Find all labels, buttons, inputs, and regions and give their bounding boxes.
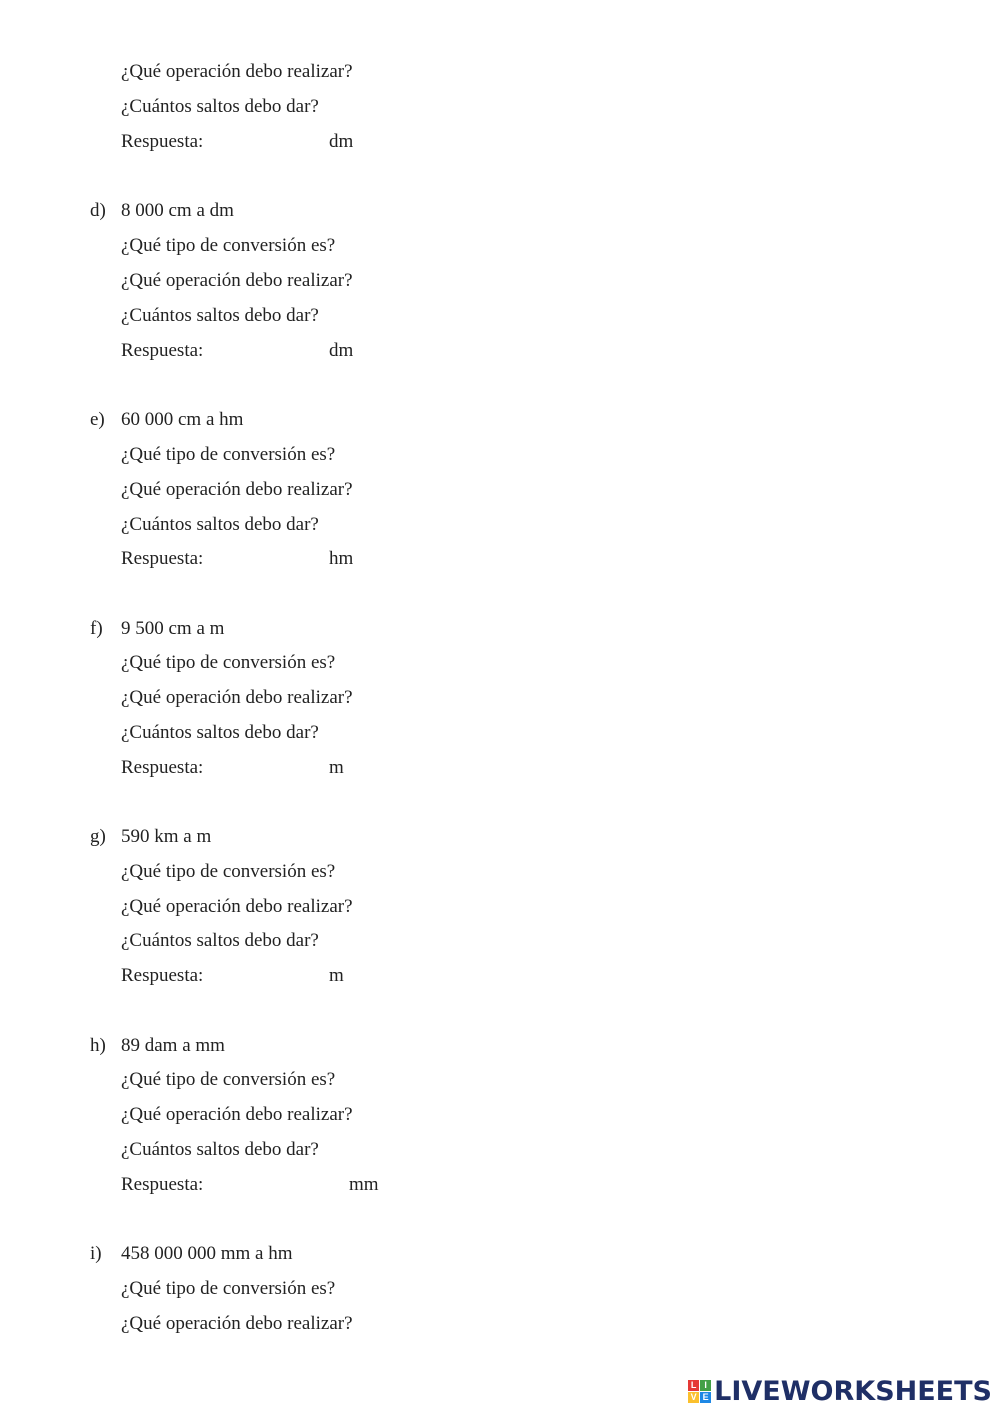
answer-label: Respuesta:	[121, 340, 204, 361]
answer-unit: mm	[349, 1174, 379, 1195]
question-text: ¿Qué operación debo realizar?	[121, 896, 353, 917]
question-text: ¿Qué operación debo realizar?	[121, 1313, 353, 1334]
answer-label: Respuesta:	[121, 965, 204, 986]
answer-label: Respuesta:	[121, 757, 204, 778]
answer-unit: m	[329, 965, 344, 986]
question-text: ¿Qué tipo de conversión es?	[121, 1278, 336, 1299]
item-text: 458 000 000 mm a hm	[121, 1243, 293, 1264]
item-text: 8 000 cm a dm	[121, 200, 234, 221]
item-label: d)	[90, 200, 106, 221]
answer-unit: dm	[329, 340, 354, 361]
logo-letter-e: E	[700, 1392, 711, 1403]
answer-label: Respuesta:	[121, 1174, 204, 1195]
item-text: 9 500 cm a m	[121, 618, 225, 639]
question-text: ¿Qué tipo de conversión es?	[121, 235, 336, 256]
answer-unit: hm	[329, 548, 354, 569]
logo-letter-i: I	[700, 1380, 711, 1391]
question-text: ¿Cuántos saltos debo dar?	[121, 930, 319, 951]
question-text: ¿Cuántos saltos debo dar?	[121, 96, 319, 117]
item-text: 590 km a m	[121, 826, 212, 847]
question-text: ¿Qué operación debo realizar?	[121, 1104, 353, 1125]
logo-letter-l: L	[688, 1380, 699, 1391]
question-text: ¿Qué operación debo realizar?	[121, 479, 353, 500]
item-label: g)	[90, 826, 106, 847]
item-label: e)	[90, 409, 105, 430]
item-label: f)	[90, 618, 103, 639]
item-text: 89 dam a mm	[121, 1035, 225, 1056]
question-text: ¿Qué tipo de conversión es?	[121, 861, 336, 882]
question-text: ¿Qué tipo de conversión es?	[121, 652, 336, 673]
question-text: ¿Qué operación debo realizar?	[121, 270, 353, 291]
question-text: ¿Cuántos saltos debo dar?	[121, 722, 319, 743]
answer-unit: m	[329, 757, 344, 778]
question-text: ¿Cuántos saltos debo dar?	[121, 1139, 319, 1160]
logo-letter-v: V	[688, 1392, 699, 1403]
question-text: ¿Qué operación debo realizar?	[121, 687, 353, 708]
item-text: 60 000 cm a hm	[121, 409, 244, 430]
item-label: i)	[90, 1243, 102, 1264]
logo-text: LIVEWORKSHEETS	[714, 1376, 992, 1407]
item-label: h)	[90, 1035, 106, 1056]
question-text: ¿Qué tipo de conversión es?	[121, 1069, 336, 1090]
question-text: ¿Qué tipo de conversión es?	[121, 444, 336, 465]
question-text: ¿Qué operación debo realizar?	[121, 61, 353, 82]
logo-mark-icon	[688, 1380, 711, 1403]
question-text: ¿Cuántos saltos debo dar?	[121, 514, 319, 535]
liveworksheets-logo	[688, 1376, 992, 1407]
answer-unit: dm	[329, 131, 354, 152]
answer-label: Respuesta:	[121, 548, 204, 569]
answer-label: Respuesta:	[121, 131, 204, 152]
question-text: ¿Cuántos saltos debo dar?	[121, 305, 319, 326]
